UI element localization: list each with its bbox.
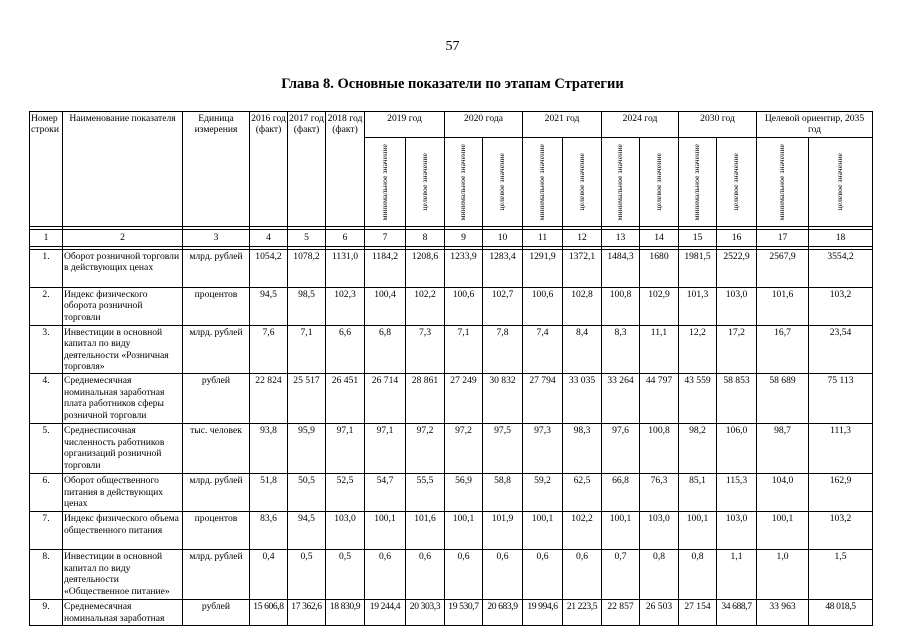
value-cell: 1291,9: [523, 249, 563, 287]
table-row: [30, 600, 873, 626]
row-number-cell: 1.: [30, 249, 63, 287]
header-2024-target: [640, 137, 679, 226]
row-number-cell: 4.: [30, 374, 63, 424]
value-cell: 6,6: [326, 325, 365, 374]
header-2021: 2021 год: [523, 112, 602, 138]
value-cell: 27 249: [445, 374, 483, 424]
table-row: [30, 550, 873, 600]
column-number: 5: [288, 229, 326, 246]
value-cell: 2567,9: [757, 249, 809, 287]
unit-cell: процентов: [183, 512, 250, 550]
value-cell: 16,7: [757, 325, 809, 374]
value-cell: 100,6: [445, 287, 483, 325]
unit-cell: млрд. рублей: [183, 249, 250, 287]
value-cell: 30 832: [483, 374, 523, 424]
header-2024: 2024 год: [602, 112, 679, 138]
value-cell: 102,2: [406, 287, 445, 325]
column-number: 14: [640, 229, 679, 246]
value-cell: 85,1: [679, 474, 717, 512]
unit-cell: рублей: [183, 374, 250, 424]
value-cell: 101,9: [483, 512, 523, 550]
row-number-cell: 2.: [30, 287, 63, 325]
header-min-label: минимальное значение: [692, 143, 702, 221]
value-cell: 98,2: [679, 424, 717, 474]
header-target-label: целевое значение: [731, 153, 741, 211]
value-cell: 7,1: [445, 325, 483, 374]
value-cell: 21 223,5: [563, 600, 602, 626]
header-2035-target: [809, 137, 873, 226]
header-2030-target: [717, 137, 757, 226]
value-cell: 0,6: [483, 550, 523, 600]
value-cell: 76,3: [640, 474, 679, 512]
value-cell: 19 244,4: [365, 600, 406, 626]
unit-cell: млрд. рублей: [183, 550, 250, 600]
value-cell: 7,8: [483, 325, 523, 374]
value-cell: 33 264: [602, 374, 640, 424]
header-min-label: минимальное значение: [379, 143, 389, 221]
page-number: 57: [445, 39, 460, 54]
value-cell: 98,3: [563, 424, 602, 474]
unit-cell: млрд. рублей: [183, 325, 250, 374]
value-cell: 48 018,5: [809, 600, 873, 626]
value-cell: 102,2: [563, 512, 602, 550]
header-unit: Единица измерения: [183, 112, 250, 227]
value-cell: 66,8: [602, 474, 640, 512]
header-2020: 2020 года: [445, 112, 523, 138]
value-cell: 17 362,6: [288, 600, 326, 626]
value-cell: 94,5: [288, 512, 326, 550]
value-cell: 62,5: [563, 474, 602, 512]
value-cell: 1981,5: [679, 249, 717, 287]
value-cell: 101,6: [406, 512, 445, 550]
header-2035-min: [757, 137, 809, 226]
row-number-cell: 5.: [30, 424, 63, 474]
value-cell: 23,54: [809, 325, 873, 374]
header-target-label: целевое значение: [497, 153, 507, 211]
value-cell: 58 853: [717, 374, 757, 424]
value-cell: 100,1: [445, 512, 483, 550]
table-body: [30, 249, 873, 626]
value-cell: 104,0: [757, 474, 809, 512]
value-cell: 26 714: [365, 374, 406, 424]
value-cell: 103,0: [717, 512, 757, 550]
header-2019: 2019 год: [365, 112, 445, 138]
value-cell: 54,7: [365, 474, 406, 512]
value-cell: 97,5: [483, 424, 523, 474]
chapter-title: Глава 8. Основные показатели по этапам Стратегии: [281, 76, 624, 92]
table-row: [30, 325, 873, 374]
table-row: [30, 287, 873, 325]
table-row: [30, 374, 873, 424]
header-2020-min: [445, 137, 483, 226]
value-cell: 1208,6: [406, 249, 445, 287]
header-2030: 2030 год: [679, 112, 757, 138]
value-cell: 103,2: [809, 512, 873, 550]
header-2035: Целевой ориентир, 2035 год: [757, 112, 873, 138]
column-number: 1: [30, 229, 63, 246]
value-cell: 58,8: [483, 474, 523, 512]
row-number-cell: 9.: [30, 600, 63, 626]
row-number-cell: 6.: [30, 474, 63, 512]
header-min-label: минимальное значение: [615, 143, 625, 221]
row-number-cell: 7.: [30, 512, 63, 550]
value-cell: 28 861: [406, 374, 445, 424]
unit-cell: тыс. человек: [183, 424, 250, 474]
value-cell: 20 303,3: [406, 600, 445, 626]
value-cell: 101,6: [757, 287, 809, 325]
value-cell: 1184,2: [365, 249, 406, 287]
header-2018: 2018 год (факт): [326, 112, 365, 227]
value-cell: 1,1: [717, 550, 757, 600]
value-cell: 97,1: [326, 424, 365, 474]
header-2030-min: [679, 137, 717, 226]
indicator-name-cell: Оборот общественного питания в действующих ценах: [63, 474, 183, 512]
value-cell: 19 994,6: [523, 600, 563, 626]
header-2016: 2016 год (факт): [250, 112, 288, 227]
header-min-label: минимальное значение: [537, 143, 547, 221]
column-number: 18: [809, 229, 873, 246]
value-cell: 100,8: [602, 287, 640, 325]
value-cell: 0,5: [326, 550, 365, 600]
value-cell: 11,1: [640, 325, 679, 374]
column-number: 3: [183, 229, 250, 246]
value-cell: 44 797: [640, 374, 679, 424]
table-row: [30, 512, 873, 550]
value-cell: 1,0: [757, 550, 809, 600]
value-cell: 3554,2: [809, 249, 873, 287]
value-cell: 6,8: [365, 325, 406, 374]
column-number: 6: [326, 229, 365, 246]
value-cell: 52,5: [326, 474, 365, 512]
row-number-cell: 3.: [30, 325, 63, 374]
value-cell: 20 683,9: [483, 600, 523, 626]
header-2017: 2017 год (факт): [288, 112, 326, 227]
value-cell: 7,4: [523, 325, 563, 374]
value-cell: 100,1: [602, 512, 640, 550]
unit-cell: млрд. рублей: [183, 474, 250, 512]
header-indicator-name: Наименование показателя: [63, 112, 183, 227]
value-cell: 0,4: [250, 550, 288, 600]
value-cell: 75 113: [809, 374, 873, 424]
unit-cell: рублей: [183, 600, 250, 626]
value-cell: 50,5: [288, 474, 326, 512]
header-2021-target: [563, 137, 602, 226]
value-cell: 1054,2: [250, 249, 288, 287]
value-cell: 100,1: [757, 512, 809, 550]
value-cell: 27 794: [523, 374, 563, 424]
value-cell: 7,6: [250, 325, 288, 374]
indicator-name-cell: Среднесписочная численность работников организаций розничной торговли: [63, 424, 183, 474]
table-row: [30, 249, 873, 287]
header-target-label: целевое значение: [419, 153, 429, 211]
column-number: 2: [63, 229, 183, 246]
value-cell: 26 503: [640, 600, 679, 626]
value-cell: 22 824: [250, 374, 288, 424]
value-cell: 0,6: [523, 550, 563, 600]
column-number: 4: [250, 229, 288, 246]
value-cell: 111,3: [809, 424, 873, 474]
value-cell: 18 830,9: [326, 600, 365, 626]
indicator-name-cell: Индекс физического оборота розничной торговли: [63, 287, 183, 325]
value-cell: 100,6: [523, 287, 563, 325]
value-cell: 1131,0: [326, 249, 365, 287]
value-cell: 8,4: [563, 325, 602, 374]
column-number: 9: [445, 229, 483, 246]
value-cell: 0,8: [679, 550, 717, 600]
value-cell: 19 530,7: [445, 600, 483, 626]
value-cell: 97,2: [445, 424, 483, 474]
column-number: 11: [523, 229, 563, 246]
header-2020-target: [483, 137, 523, 226]
value-cell: 0,6: [365, 550, 406, 600]
value-cell: 93,8: [250, 424, 288, 474]
column-number: 16: [717, 229, 757, 246]
value-cell: 25 517: [288, 374, 326, 424]
value-cell: 83,6: [250, 512, 288, 550]
value-cell: 100,1: [679, 512, 717, 550]
value-cell: 102,3: [326, 287, 365, 325]
value-cell: 106,0: [717, 424, 757, 474]
value-cell: 97,1: [365, 424, 406, 474]
unit-cell: процентов: [183, 287, 250, 325]
value-cell: 59,2: [523, 474, 563, 512]
indicator-name-cell: Инвестиции в основной капитал по виду деятельности «Общественное питание»: [63, 550, 183, 600]
strategy-indicators-table: [29, 111, 873, 626]
column-number-row: [30, 229, 873, 246]
value-cell: 97,2: [406, 424, 445, 474]
header-target-label: целевое значение: [835, 153, 845, 211]
value-cell: 34 688,7: [717, 600, 757, 626]
value-cell: 0,6: [406, 550, 445, 600]
header-row: [30, 112, 873, 138]
value-cell: 1078,2: [288, 249, 326, 287]
value-cell: 8,3: [602, 325, 640, 374]
value-cell: 103,0: [326, 512, 365, 550]
value-cell: 103,2: [809, 287, 873, 325]
value-cell: 98,5: [288, 287, 326, 325]
value-cell: 51,8: [250, 474, 288, 512]
column-number: 10: [483, 229, 523, 246]
value-cell: 94,5: [250, 287, 288, 325]
value-cell: 26 451: [326, 374, 365, 424]
indicator-name-cell: Инвестиции в основной капитал по виду деятельности «Розничная торговля»: [63, 325, 183, 374]
value-cell: 22 857: [602, 600, 640, 626]
table-row: [30, 424, 873, 474]
value-cell: 1372,1: [563, 249, 602, 287]
value-cell: 58 689: [757, 374, 809, 424]
column-number: 12: [563, 229, 602, 246]
value-cell: 1484,3: [602, 249, 640, 287]
value-cell: 115,3: [717, 474, 757, 512]
value-cell: 102,7: [483, 287, 523, 325]
value-cell: 27 154: [679, 600, 717, 626]
value-cell: 56,9: [445, 474, 483, 512]
value-cell: 15 606,8: [250, 600, 288, 626]
value-cell: 162,9: [809, 474, 873, 512]
column-number: 15: [679, 229, 717, 246]
value-cell: 7,1: [288, 325, 326, 374]
value-cell: 0,8: [640, 550, 679, 600]
value-cell: 98,7: [757, 424, 809, 474]
value-cell: 0,6: [563, 550, 602, 600]
value-cell: 7,3: [406, 325, 445, 374]
value-cell: 100,8: [640, 424, 679, 474]
value-cell: 103,0: [717, 287, 757, 325]
header-target-label: целевое значение: [576, 153, 586, 211]
header-2019-min: [365, 137, 406, 226]
value-cell: 102,8: [563, 287, 602, 325]
column-number: 8: [406, 229, 445, 246]
value-cell: 97,6: [602, 424, 640, 474]
value-cell: 1680: [640, 249, 679, 287]
value-cell: 102,9: [640, 287, 679, 325]
value-cell: 100,4: [365, 287, 406, 325]
indicator-name-cell: Оборот розничной торговли в действующих ценах: [63, 249, 183, 287]
value-cell: 1,5: [809, 550, 873, 600]
value-cell: 0,5: [288, 550, 326, 600]
value-cell: 100,1: [523, 512, 563, 550]
header-min-label: минимальное значение: [458, 143, 468, 221]
column-number: 13: [602, 229, 640, 246]
value-cell: 97,3: [523, 424, 563, 474]
header-2019-target: [406, 137, 445, 226]
value-cell: 1233,9: [445, 249, 483, 287]
value-cell: 101,3: [679, 287, 717, 325]
row-number-cell: 8.: [30, 550, 63, 600]
header-2024-min: [602, 137, 640, 226]
value-cell: 55,5: [406, 474, 445, 512]
value-cell: 17,2: [717, 325, 757, 374]
value-cell: 95,9: [288, 424, 326, 474]
value-cell: 12,2: [679, 325, 717, 374]
value-cell: 100,1: [365, 512, 406, 550]
header-2021-min: [523, 137, 563, 226]
value-cell: 43 559: [679, 374, 717, 424]
column-number: 7: [365, 229, 406, 246]
value-cell: 2522,9: [717, 249, 757, 287]
header-min-label: минимальное значение: [777, 143, 787, 221]
value-cell: 33 035: [563, 374, 602, 424]
value-cell: 1283,4: [483, 249, 523, 287]
table-row: [30, 474, 873, 512]
indicator-name-cell: Индекс физического объема общественного питания: [63, 512, 183, 550]
value-cell: 103,0: [640, 512, 679, 550]
value-cell: 33 963: [757, 600, 809, 626]
column-number: 17: [757, 229, 809, 246]
value-cell: 0,7: [602, 550, 640, 600]
header-row-number: Номер строки: [30, 112, 63, 227]
value-cell: 0,6: [445, 550, 483, 600]
header-target-label: целевое значение: [653, 153, 663, 211]
indicator-name-cell: Среднемесячная номинальная заработная плата работников сферы розничной торговли: [63, 374, 183, 424]
indicator-name-cell: Среднемесячная номинальная заработная: [63, 600, 183, 626]
